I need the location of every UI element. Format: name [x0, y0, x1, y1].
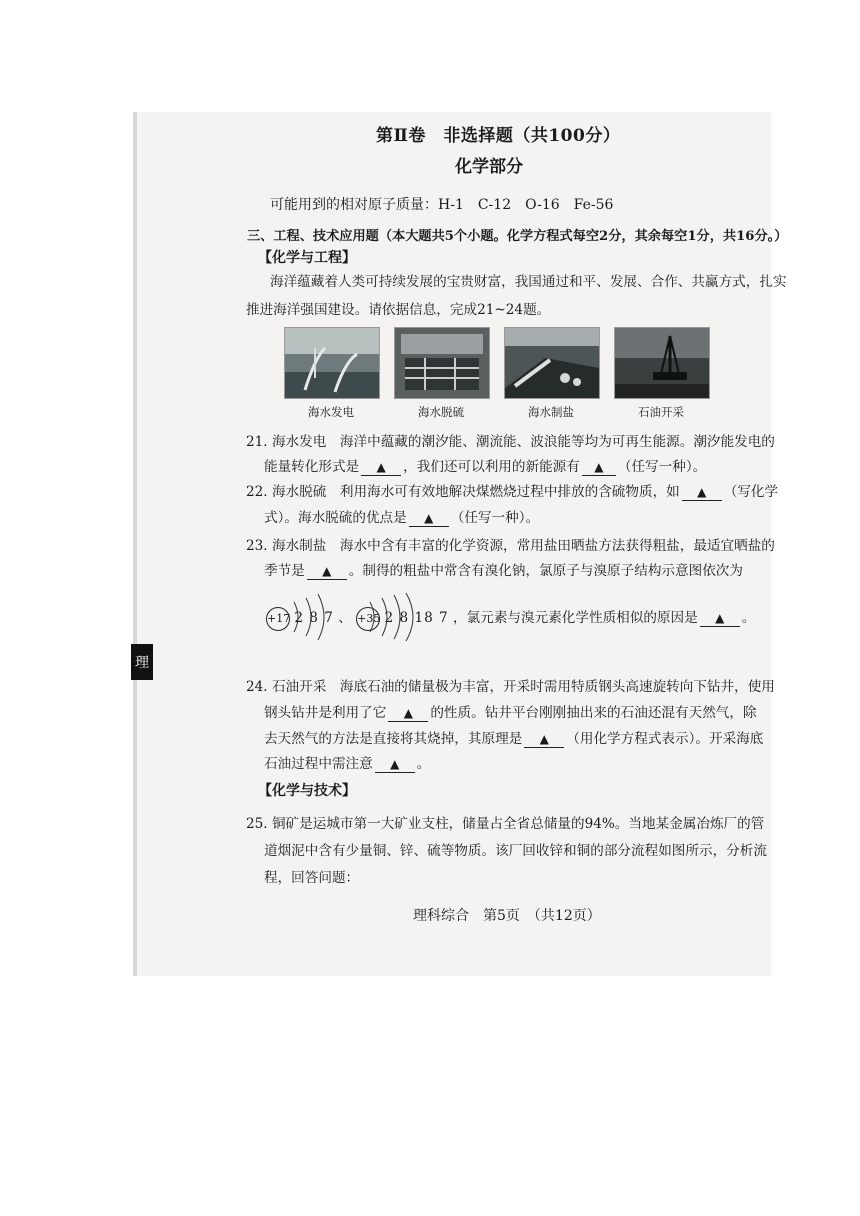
caption-oil-extraction: 石油开采 — [638, 405, 684, 419]
q23-blank-1: ▲ — [307, 563, 347, 580]
q24-line-4: 石油过程中需注意 ▲ 。 — [264, 756, 431, 772]
caption-salt-making: 海水制盐 — [528, 405, 574, 419]
chlorine-nucleus: +17 — [266, 607, 290, 631]
chlorine-shells: 2 8 7 — [294, 610, 334, 626]
q24-line-2: 钢头钻井是利用了它 ▲ 的性质。钻井平台刚刚抽出来的石油还混有天然气，除 — [264, 705, 757, 721]
page-footer: 理科综合 第5页 （共12页） — [413, 908, 601, 924]
tag-chem-engineering: 【化学与工程】 — [258, 250, 356, 266]
margin-label: 理 — [131, 644, 153, 680]
q24-blank-1: ▲ — [388, 705, 428, 722]
q22-line-2: 式）。海水脱硫的优点是 ▲ （任写一种）。 — [264, 510, 540, 526]
q22-line-1: 22. 海水脱硫 利用海水可有效地解决煤燃烧过程中排放的含硫物质，如 ▲ （写化学 — [246, 484, 779, 500]
q25-line-2: 道烟泥中含有少量铜、锌、硫等物质。该厂回收锌和铜的部分流程如图所示，分析流 — [264, 843, 767, 859]
q24-blank-3: ▲ — [375, 756, 415, 773]
scan-edge — [133, 112, 137, 976]
atomic-mass-line: 可能用到的相对原子质量：H-1 C-12 O-16 Fe-56 — [270, 197, 614, 213]
q23-line-1: 23. 海水制盐 海水中含有丰富的化学资源，常用盐田晒盐方法获得粗盐，最适宜晒盐的 — [246, 538, 775, 554]
bromine-shells: 2 8 18 7 — [384, 610, 449, 626]
section-subtitle: 化学部分 — [455, 157, 523, 177]
q24-line-3: 去天然气的方法是直接将其烧掉，其原理是 ▲ （用化学方程式表示）。开采海底 — [264, 731, 764, 747]
section-heading: 三、工程、技术应用题（本大题共5个小题。化学方程式每空2分，其余每空1分，共16分。） — [247, 229, 788, 244]
q25-line-1: 25. 铜矿是运城市第一大矿业支柱，储量占全省总储量的94%。当地某金属冶炼厂的管 — [246, 816, 765, 832]
photo-oil-extraction — [614, 327, 710, 399]
q25-line-3: 程，回答问题： — [264, 870, 360, 886]
q22-blank-2: ▲ — [409, 510, 449, 527]
intro-line-1: 海洋蕴藏着人类可持续发展的宝贵财富，我国通过和平、发展、合作、共赢方式，扎实 — [270, 274, 787, 290]
electron-shell-arcs — [292, 592, 432, 642]
bromine-nucleus: +35 — [356, 607, 380, 631]
intro-line-2: 推进海洋强国建设。请依据信息，完成21~24题。 — [246, 302, 551, 318]
caption-tidal-power: 海水发电 — [308, 405, 354, 419]
q21-line-1: 21. 海水发电 海洋中蕴藏的潮汐能、潮流能、波浪能等均为可再生能源。潮汐能发电的 — [246, 434, 775, 450]
q24-blank-2: ▲ — [524, 731, 564, 748]
q23-line-3: +17 2 8 7 、 +35 2 8 18 7 ，氯元素与溴元素化学性质相似的原因是 ▲ 。 — [266, 606, 755, 631]
q23-line-2: 季节是 ▲ 。制得的粗盐中常含有溴化钠，氯原子与溴原子结构示意图依次为 — [264, 563, 743, 579]
photo-desulfurization — [394, 327, 490, 399]
q24-line-1: 24. 石油开采 海底石油的储量极为丰富，开采时需用特质钢头高速旋转向下钻井，使用 — [246, 679, 775, 695]
photo-salt-making — [504, 327, 600, 399]
photo-tidal-power — [284, 327, 380, 399]
caption-desulfurization: 海水脱硫 — [418, 405, 464, 419]
q21-blank-1: ▲ — [361, 459, 401, 476]
q21-line-2: 能量转化形式是 ▲ ，我们还可以利用的新能源有 ▲ （任写一种）。 — [264, 459, 707, 475]
q22-blank-1: ▲ — [682, 484, 722, 501]
tag-chem-technology: 【化学与技术】 — [258, 783, 356, 799]
page-title: 第Ⅱ卷 非选择题（共100分） — [376, 126, 621, 146]
q21-blank-2: ▲ — [582, 459, 616, 476]
q23-blank-2: ▲ — [700, 610, 740, 627]
